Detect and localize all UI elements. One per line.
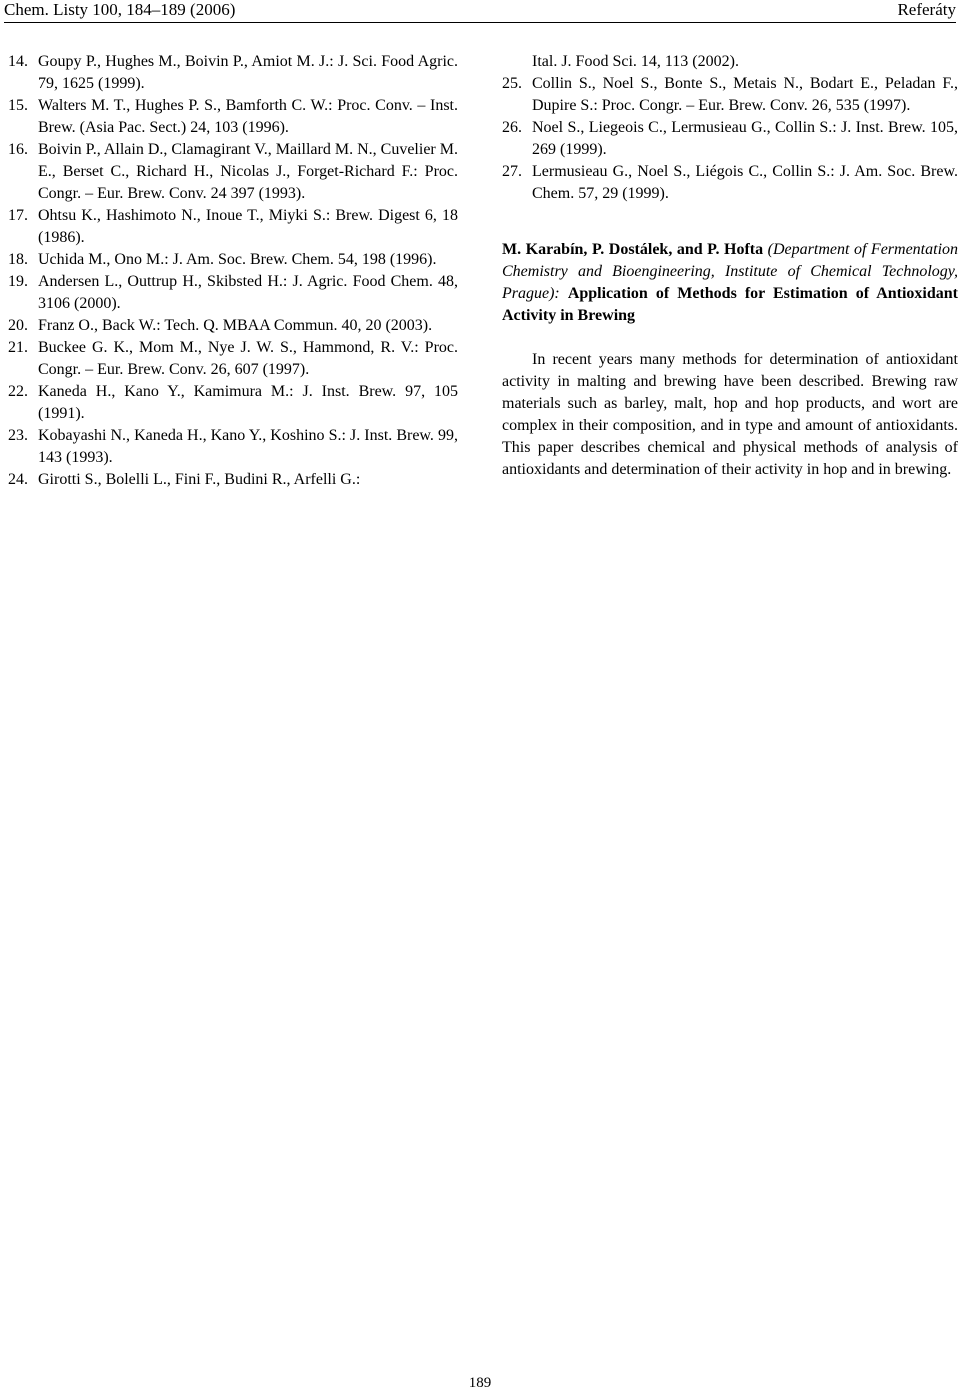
reference-item [8,337,458,381]
reference-text: Buckee G. K., Mom M., Nye J. W. S., Hammond, R. V.: Proc. Congr. – Eur. Brew. Conv. 26, 607 (1997). [38,339,458,378]
reference-text: Andersen L., Outtrup H., Skibsted H.: J. Agric. Food Chem. 48, 3106 (2000). [38,273,458,312]
reference-item [8,51,458,95]
abstract-heading [502,239,958,327]
reference-item [8,139,458,205]
reference-item [502,161,958,205]
reference-text: Girotti S., Bolelli L., Fini F., Budini R., Arfelli G.: [38,471,361,488]
reference-text: Goupy P., Hughes M., Boivin P., Amiot M. J.: J. Sci. Food Agric. 79, 1625 (1999). [38,53,458,92]
reference-item [8,469,458,491]
reference-item [8,95,458,139]
abstract-title: Application of Methods for Estimation of Antioxidant Activity in Brewing [502,285,959,324]
reference-number: 17. [8,207,28,224]
reference-number: 15. [8,97,28,114]
reference-number: 22. [8,383,28,400]
reference-item [8,315,458,337]
journal-citation: Chem. Listy 100, 184–189 (2006) [4,0,236,19]
reference-number: 23. [8,427,28,444]
reference-number: 16. [8,141,28,158]
abstract-authors: M. Karabín, P. Dostálek, and P. Hofta [502,241,764,258]
reference-list-right [502,73,958,205]
section-name: Referáty [897,0,956,19]
reference-number: 18. [8,251,28,268]
reference-text: Boivin P., Allain D., Clamagirant V., Maillard M. N., Cuvelier M. E., Berset C., Richard H., Nicolas J., Forget-Richard F.: Proc. Congr. – Eur. Brew. Conv. 24 397 (1993). [38,141,458,202]
reference-text: Kobayashi N., Kaneda H., Kano Y., Koshino S.: J. Inst. Brew. 99, 143 (1993). [38,427,458,466]
reference-number: 25. [502,75,522,92]
reference-number: 21. [8,339,28,356]
reference-text: Lermusieau G., Noel S., Liégois C., Collin S.: J. Am. Soc. Brew. Chem. 57, 29 (1999). [532,163,958,202]
reference-number: 14. [8,53,28,70]
reference-item [8,249,458,271]
reference-number: 26. [502,119,522,136]
reference-continuation: Ital. J. Food Sci. 14, 113 (2002). [532,53,739,70]
reference-item [502,117,958,161]
reference-item [8,205,458,249]
reference-item [8,381,458,425]
reference-text: Uchida M., Ono M.: J. Am. Soc. Brew. Chem. 54, 198 (1996). [38,251,437,268]
reference-number: 27. [502,163,522,180]
reference-number: 20. [8,317,28,334]
abstract-body: In recent years many methods for determination of antioxidant activity in malting and brewing have been described. Brewing raw materials such as barley, malt, hop and hop products, and wort are complex in their composition, and in type and amount of antioxidants. This paper describes chemical and physical methods of analysis of antioxidants and determination of their activity in hop and in brewing. [502,351,958,478]
reference-item [8,425,458,469]
reference-number: 19. [8,273,28,290]
reference-list-left [8,51,458,491]
abstract-affiliation: (Department of Fermentation Chemistry and Bioengineering, Institute of Chemical Technology, Prague): [502,241,959,302]
page-header [4,0,956,23]
reference-text: Noel S., Liegeois C., Lermusieau G., Collin S.: J. Inst. Brew. 105, 269 (1999). [532,119,958,158]
reference-text: Kaneda H., Kano Y., Kamimura M.: J. Inst. Brew. 97, 105 (1991). [38,383,458,422]
reference-text: Walters M. T., Hughes P. S., Bamforth C. W.: Proc. Conv. – Inst. Brew. (Asia Pac. Sect.) 24, 103 (1996). [38,97,458,136]
reference-item [502,73,958,117]
reference-text: Collin S., Noel S., Bonte S., Metais N., Bodart E., Peladan F., Dupire S.: Proc. Congr. – Eur. Brew. Conv. 26, 535 (1997). [532,75,958,114]
page-number: 189 [468,1375,492,1391]
left-column [8,51,458,491]
reference-text: Ohtsu K., Hashimoto N., Inoue T., Miyki S.: Brew. Digest 6, 18 (1986). [38,207,458,246]
reference-text: Franz O., Back W.: Tech. Q. MBAA Commun. 40, 20 (2003). [38,317,433,334]
reference-number: 24. [8,471,28,488]
right-column [502,51,958,481]
reference-item [8,271,458,315]
